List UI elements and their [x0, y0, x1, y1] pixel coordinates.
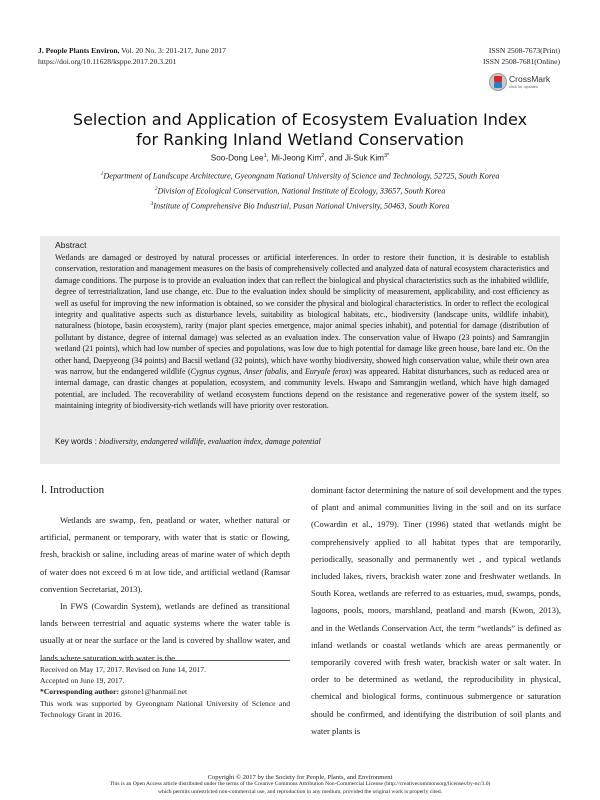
affiliations — [40, 168, 560, 214]
keywords-label: Key words : — [55, 437, 100, 446]
journal-citation — [38, 45, 226, 67]
keywords — [55, 437, 549, 446]
abstract-heading: Abstract — [55, 240, 87, 250]
author-sup: 2 — [321, 153, 325, 159]
accepted-note: Accepted on June 19, 2017. — [40, 676, 125, 686]
affiliation-line — [40, 198, 560, 213]
section-heading: Ⅰ. Introduction — [41, 484, 105, 496]
title-line-1: Selection and Application of Ecosystem Evaluation Index — [72, 110, 528, 129]
species-name: Cygnus cygnus — [190, 367, 240, 377]
copyright-block — [40, 774, 560, 796]
author-separator: , and — [324, 153, 345, 163]
issn-block — [483, 45, 560, 67]
author-name: Mi-Jeong Kim — [271, 153, 322, 163]
species-name: Euryale ferox — [305, 367, 349, 377]
corresponding-note — [40, 686, 290, 697]
received-note: Received on May 17, 2017. Revised on June 14, 2017. — [40, 665, 206, 674]
funding-note: This work was supported by Gyeongnam National University of Science and Technology Grant in 2016. — [40, 698, 290, 719]
footnotes — [40, 664, 290, 720]
title-line-2: for Ranking Inland Wetland Conservation — [136, 130, 464, 149]
species-name: Anser fabalis — [243, 367, 287, 377]
crossmark-badge[interactable] — [489, 73, 561, 91]
affiliation-text: Institute of Comprehensive Bio Industrial, Pusan National University, 50463, South Korea — [153, 202, 450, 212]
affiliation-line — [40, 183, 560, 198]
paper-title — [40, 110, 560, 150]
author-name: Soo-Dong Lee — [210, 153, 264, 163]
license-line: This is an Open Access article distributed under the terms of the Creative Commons Attribution Non-Commercial License (http://creativecommonsorg/licenses/by-nc/3.0) — [109, 781, 491, 788]
body-paragraph: In FWS (Cowardin System), wetlands are defined as transitional lands between terrestrial and aquatic systems where the water table is usually at or near the surface or the land is covered by shallow water, and lands where saturation with water is the — [40, 601, 290, 663]
author-sup: 3* — [383, 153, 390, 159]
issn-online: ISSN 2508-7681(Online) — [483, 57, 560, 66]
affiliation-sup: 1 — [100, 171, 104, 177]
author-name: Ji-Suk Kim — [344, 153, 384, 163]
copyright-line: Copyright © 2017 by the Society for People, Plants, and Environment — [207, 774, 393, 781]
abstract-text — [55, 252, 549, 412]
affiliation-sup: 3 — [150, 201, 154, 208]
license-line: which permits unrestricted non-commercial use, and reproduction in any medium, provided the original work is properly cited. — [157, 788, 443, 795]
author-list: Soo-Dong Lee$^1$, Mi-Jeong Kim$^2$, and Ji-Suk Kim$^{3*}$ — [210, 153, 390, 163]
journal-volume-info: Vol. 20 No. 3: 201-217, June 2017 — [119, 46, 226, 55]
body-column-left — [40, 512, 290, 667]
abstract-separator: , — [239, 367, 244, 377]
body-paragraph: dominant factor determining the nature of soil development and the types of plant and animal communities living in the soil and on its surface (Cowardin et al., 1979). Tiner (1996) stated that wetlands might be comprehensively applied to all habitat types that are temporarily, periodically, seasonally and permanently wet , and typical wetlands included lakes, rivers, brackish water zone and freshwater wetlands. In South Korea, wetlands are referred to as estuaries, mud, swamps, ponds, lagoons, pools, moors, marshland, peatland and marsh (Kwon, 2013), and in the Wetlands Conservation Act, the term “wetlands” is defined as inland wetlands or coastal wetlands which are areas permanently or temporarily covered with fresh water, brackish water or salt water. In order to be determined as wetland, the reproducibility in physical, chemical and biological forms, continuous submergence or saturation should be confirmed, and identifying the distribution of soil plants and water plants is — [311, 485, 561, 736]
body-paragraph: Wetlands are swamp, fen, peatland or water, whether natural or artificial, permanent or temporary, with water that is static or flowing, fresh, brackish or saline, including areas of marine water of which depth of water does not exceed 6 m at low tide, and artificial wetland (Ramsar convention Secretariat, 2013). — [40, 515, 290, 594]
keywords-list: biodiversity, endangered wildlife, evaluation index, damage potential — [99, 437, 321, 446]
corresponding-label: *Corresponding author: — [40, 687, 121, 697]
affiliation-text: Department of Landscape Architecture, Gyeongnam National University of Science and Technology, 52725, South Korea — [103, 171, 500, 181]
issn-print: ISSN 2508-7673(Print) — [488, 46, 560, 55]
affiliation-text: Division of Ecological Conservation, National Institute of Ecology, 33657, South Korea — [157, 186, 446, 196]
journal-name: J. People Plants Environ. — [38, 46, 120, 55]
affiliation-sup: 2 — [154, 186, 158, 193]
abstract-part-1: Wetlands are damaged or destroyed by natural processes or artificial interferences. In order to restore their function, it is desirable to establish conservation, restoration and management measures on the basis of comprehensively collected and analyzed data of natural ecosystem characteristics and damage conditions. The purpose is to provide an evaluation index that can reflect the biological and physical characteristics such as the inhabited wildlife, degree of terrestrialization, land use change, etc. Due to the evaluation index should be simplicity of measurement, applicability, and cost efficiency as well as useful for improving the new information is obtained, so we consider the physical and biological characteristics. In order to reflect the ecological integrity and qualitative aspects such as disturbance levels, suitability as biological habitats, etc., biodiversity (landscape units, wildlife inhabit), naturalness (biotope, basin ecosystem), rarity (major plant species emergence, major animal species inhabit), and potential for damage (distribution of pollutant by distance, degree of internal damage) was selected as an evaluation index. The conservation value of Hwapo (23 points) and Samrangjin wetland (21 points), which had low number of species and populations, was low due to high potential for damage like green house, bare land etc. On the other hand, Daepyeong (34 points) and Bacsil wetland (32 points), which have worthy biodiversity, showed high conservation value, while their own area was narrow, but the endangered wildlife ( — [55, 253, 549, 377]
affiliation-line — [40, 168, 560, 183]
author-sup: 1 — [263, 153, 267, 159]
corresponding-email[interactable]: gstone1@hanmail.net — [120, 687, 188, 697]
abstract-part-2: ) was appeared. Habitat disturbances, such as reduced area or internal damage, can drastic changes at population, ecosystem, and community levels. Hwapo and Samrangjin wetland, which have high damaged potential, are included. The recoverability of wetland ecosystem functions depend on the resistance and regenerative power of the system itself, so maintaining integrity of biodiversity-rich wetlands will have priority over restoration. — [55, 367, 549, 411]
doi-link[interactable]: https://doi.org/10.11628/ksppe.2017.20.3.201 — [38, 57, 177, 66]
crossmark-label: CrossMark — [509, 74, 551, 84]
footnote-divider — [40, 660, 290, 661]
crossmark-icon — [489, 73, 507, 91]
crossmark-sub: click for updates — [509, 84, 538, 89]
abstract-separator: , and — [286, 367, 306, 377]
body-column-right — [311, 482, 561, 740]
